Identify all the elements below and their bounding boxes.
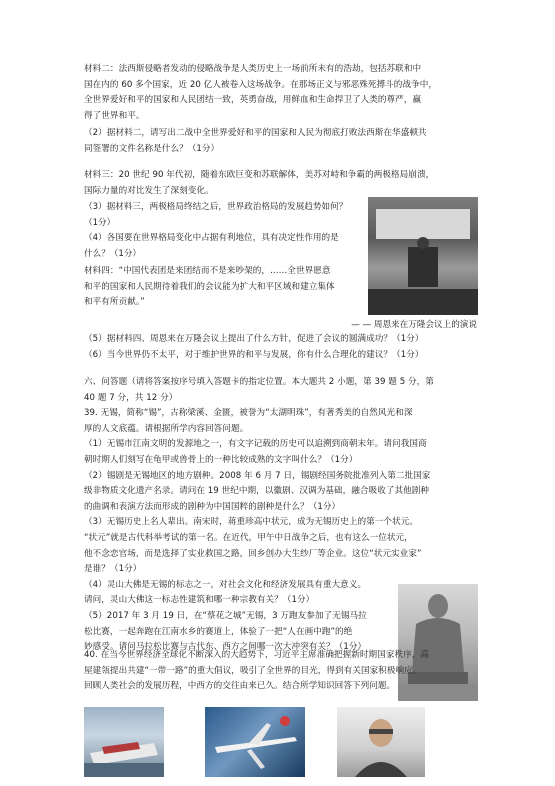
questions-5-6: （5）据材料四、周恩来在万隆会议上提出了什么方针，促进了会议的圆满成功？（1分） （6）当今世界仍不太平，对于维护世界的和平与发展，你有什么合理化的建议？（1分） (84, 334, 424, 360)
questions-3-4: （3）据材料三，两极格局终结之后，世界政治格局的发展趋势如何？ （1分） （4）各国要在世界格局变化中占据有利地位，具有决定性作用的是 什么？（1分） (84, 202, 348, 259)
material-four: 材料四：“中国代表团是来团结而不是来吵架的，……全世界愿意 和平的国家和人民期待着我们的会议能为扩大和平区域和建立集体 和平有所贡献。” (84, 266, 335, 308)
section-six-q39: 六、问答题（请将答案按序号填入答题卡的指定位置。本大题共 2 小题，第 39 题 5 分，第 40 题 7 分，共 12 分） 39. 无锡，简称“锡”，古称梁溪、金匮，被誉为“太湖明珠”，有著秀美的自然风光和深 厚的人文底蕴。请根据所学内容回答问题。 （1）无锡市江南文明的发源地之一，有文字记载的历史可以追溯到商朝末年。请问我国商 朝时期人们刻写在龟甲或兽骨上的一种比较成熟的文字叫什么？（1分） （2）锡剧是无锡地区的地方剧种。2008 年 6 月 7 日，锡剧经国务院批准列入第二批国家 级非物质文化遗产名录。请问在 19 世纪中期，以徽剧、汉调为基础，融合吸收了其他剧种 的曲调和表演方法而形成的剧种为中国国粹的剧种是什么？（1分） （3）无锡历史上名人辈出。南宋时，蒋重珍高中状元，成为无锡历史上的第一个状元。 “状元”就是古代科举考试的第一名。在近代，甲午中日战争之后，也有这么一位状元， 他不念恋官场，而是选择了实业救国之路，回乡创办大生纱厂等企业。这位“状元实业家” 是谁？（1分） （4）灵山大佛是无锡的标志之一，对社会文化和经济发展具有重大意义。 请问，灵山大佛这一标志性建筑和哪一种宗教有关？（1分） （5）2017 年 3 月 19 日，在“蔡花之城”无锡，3 万跑友参加了无锡马拉 松比赛，一起奔跑在江南水乡的赛道上，体验了一把“人在画中跑”的绝 妙感受。请问马拉松比赛与古代东、西方之间哪一次大冲突有关？（1分） (84, 377, 434, 653)
material-three: 材料三：20 世纪 90 年代初，随着东欧巨变和苏联解体，美苏对峙和争霸的两极格局崩溃， 国际力量的对比发生了深刻变化。 (84, 170, 435, 196)
question-40: 40. 在当今世界经济全球化不断深入的大趋势下，习近平主席准确把握新时期国家秩序，高 屋建瓴提出共建“一带一路”的重大倡议，吸引了全世界的目光，得到有关国家积极响应。 回顾人类社会的发展历程，中西方的交往由来已久。结合所学知识回答下列问题。 (84, 650, 430, 692)
question-2: （2）据材料二，请写出二战中全世界爱好和平的国家和人民为彻底打败法西斯在华盛顿共 同签署的文件名称是什么？（1分） (84, 128, 427, 154)
quote-source-caption: — — 周恩来在万隆会议上的演说 (351, 320, 477, 330)
ship-photo (84, 707, 164, 777)
airplane-map-photo (205, 707, 305, 777)
person-photo (337, 707, 425, 777)
material-two: 材料二：法西斯侵略者发动的侵略战争是人类历史上一场前所未有的浩劫，包括苏联和中 国在内的 60 多个国家，近 20 亿人被卷入这场战争。在那场正义与邪恶殊死搏斗的战争中， 全世界爱好和平的国家和人民团结一致，英勇奋战，用鲜血和生命捍卫了人类的尊严，赢 得了世界和平。 (84, 64, 438, 121)
un-meeting-photo (368, 197, 478, 315)
